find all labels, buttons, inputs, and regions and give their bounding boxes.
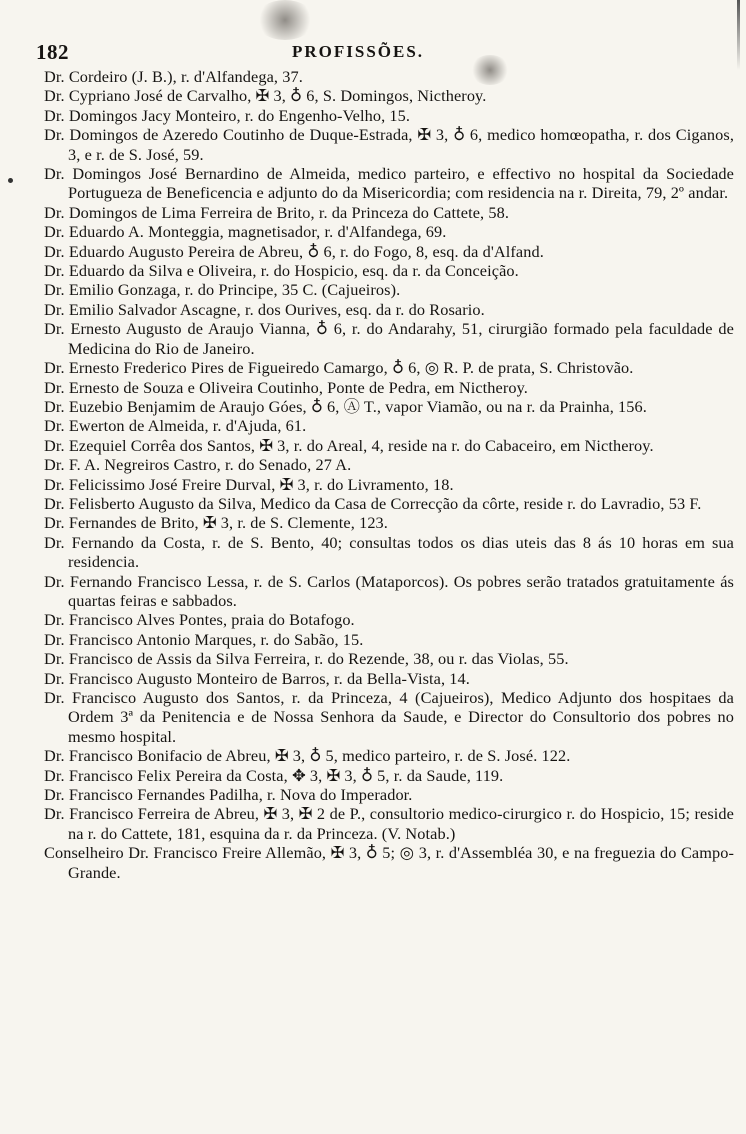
directory-entry: Dr. Eduardo A. Monteggia, magnetisador, r. d'Alfandega, 69. — [44, 222, 447, 242]
directory-entry: Dr. F. A. Negreiros Castro, r. do Senado, 27 A. — [44, 455, 352, 475]
directory-entry: Dr. Francisco Felix Pereira da Costa, ✥ 3, ✠ 3, ♁ 5, r. da Saude, 119. — [44, 765, 504, 785]
directory-entry: Dr. Cypriano José de Carvalho, ✠ 3, ♁ 6, S. Domingos, Nictheroy. — [44, 86, 487, 106]
margin-mark — [8, 178, 13, 183]
directory-entry: Dr. Domingos Jacy Monteiro, r. do Engenho-Velho, 15. — [44, 105, 411, 125]
directory-entry: Dr. Francisco Augusto dos Santos, r. da Princeza, 4 (Cajueiros), Medico Adjunto dos hospitaes da Ordem 3ª da Penitencia e de Nossa Senhora da Saude, e Director do Consultorio dos pobres no mesmo hospital. — [44, 688, 734, 746]
directory-entry: Dr. Ewerton de Almeida, r. d'Ajuda, 61. — [44, 416, 307, 436]
directory-entry: Dr. Francisco Antonio Marques, r. do Sabão, 15. — [44, 629, 364, 649]
directory-entry: Dr. Francisco Ferreira de Abreu, ✠ 3, ✠ 2 de P., consultorio medico-cirurgico r. do Hospicio, 15; reside na r. do Cattete, 181, esquina da r. da Princeza. (V. Notab.) — [44, 804, 734, 843]
directory-entry: Dr. Domingos de Azeredo Coutinho de Duque-Estrada, ✠ 3, ♁ 6, medico homœopatha, r. dos Ciganos, 3, e r. de S. José, 59. — [44, 125, 734, 164]
directory-entry: Dr. Fernando da Costa, r. de S. Bento, 40; consultas todos os dias uteis das 8 ás 10 horas em sua residencia. — [44, 532, 734, 572]
directory-entry: Dr. Francisco Bonifacio de Abreu, ✠ 3, ♁ 5, medico parteiro, r. de S. José. 122. — [44, 746, 571, 766]
directory-entry: Dr. Euzebio Benjamim de Araujo Góes, ♁ 6, Ⓐ T., vapor Viamão, ou na r. da Prainha, 156. — [44, 396, 647, 416]
directory-entry: Dr. Cordeiro (J. B.), r. d'Alfandega, 37. — [44, 67, 303, 86]
directory-entry: Dr. Ernesto de Souza e Oliveira Coutinho, Ponte de Pedra, em Nictheroy. — [44, 377, 528, 397]
directory-entry: Dr. Ernesto Frederico Pires de Figueiredo Camargo, ♁ 6, ◎ R. P. de prata, S. Christovão. — [44, 358, 634, 378]
page-edge-shadow — [737, 0, 740, 70]
running-head: PROFISSÕES. — [292, 42, 425, 61]
directory-entry: Dr. Emilio Salvador Ascagne, r. dos Ourives, esq. da r. do Rosario. — [44, 299, 485, 319]
directory-entry: Dr. Francisco Fernandes Padilha, r. Nova do Imperador. — [44, 785, 413, 805]
directory-entry: Conselheiro Dr. Francisco Freire Allemão, ✠ 3, ♁ 5; ◎ 3, r. d'Assembléa 30, e na freguezia do Campo-Grande. — [44, 843, 734, 882]
directory-entry: Dr. Domingos de Lima Ferreira de Brito, r. da Princeza do Cattete, 58. — [44, 202, 510, 222]
directory-entry: Dr. Ernesto Augusto de Araujo Vianna, ♁ 6, r. do Andarahy, 51, cirurgião formado pela faculdade de Medicina do Rio de Janeiro. — [44, 319, 734, 358]
directory-entry: Dr. Emilio Gonzaga, r. do Principe, 35 C. (Cajueiros). — [44, 280, 401, 300]
directory-entry: Dr. Felicissimo José Freire Durval, ✠ 3, r. do Livramento, 18. — [44, 474, 454, 494]
page-number: 182 — [36, 40, 69, 64]
entry-list — [44, 67, 734, 882]
directory-entry: Dr. Ezequiel Corrêa dos Santos, ✠ 3, r. do Areal, 4, reside na r. do Cabaceiro, em Nictheroy. — [44, 435, 654, 455]
directory-entry: Dr. Francisco de Assis da Silva Ferreira, r. do Rezende, 38, ou r. das Violas, 55. — [44, 649, 569, 669]
directory-entry: Dr. Fernandes de Brito, ✠ 3, r. de S. Clemente, 123. — [44, 513, 388, 533]
page-header — [30, 38, 730, 62]
ink-smudge — [255, 0, 315, 40]
directory-entry: Dr. Eduardo Augusto Pereira de Abreu, ♁ 6, r. do Fogo, 8, esq. da d'Alfand. — [44, 241, 544, 261]
directory-entry: Dr. Fernando Francisco Lessa, r. de S. Carlos (Mataporcos). Os pobres serão tratados gratuitamente ás quartas feiras e sabbados. — [44, 571, 734, 610]
directory-entry: Dr. Domingos José Bernardino de Almeida, medico parteiro, e effectivo no hospital da Sociedade Portugueza de Beneficencia e adjunto do da Misericordia; com residencia na r. Direita, 79, 2º andar. — [44, 164, 734, 203]
directory-entry: Dr. Eduardo da Silva e Oliveira, r. do Hospicio, esq. da r. da Conceição. — [44, 261, 519, 281]
directory-entry: Dr. Francisco Augusto Monteiro de Barros, r. da Bella-Vista, 14. — [44, 668, 470, 688]
directory-entry: Dr. Francisco Alves Pontes, praia do Botafogo. — [44, 610, 355, 630]
directory-entry: Dr. Felisberto Augusto da Silva, Medico da Casa de Correcção da côrte, reside r. do Lavradio, 53 F. — [44, 493, 702, 513]
